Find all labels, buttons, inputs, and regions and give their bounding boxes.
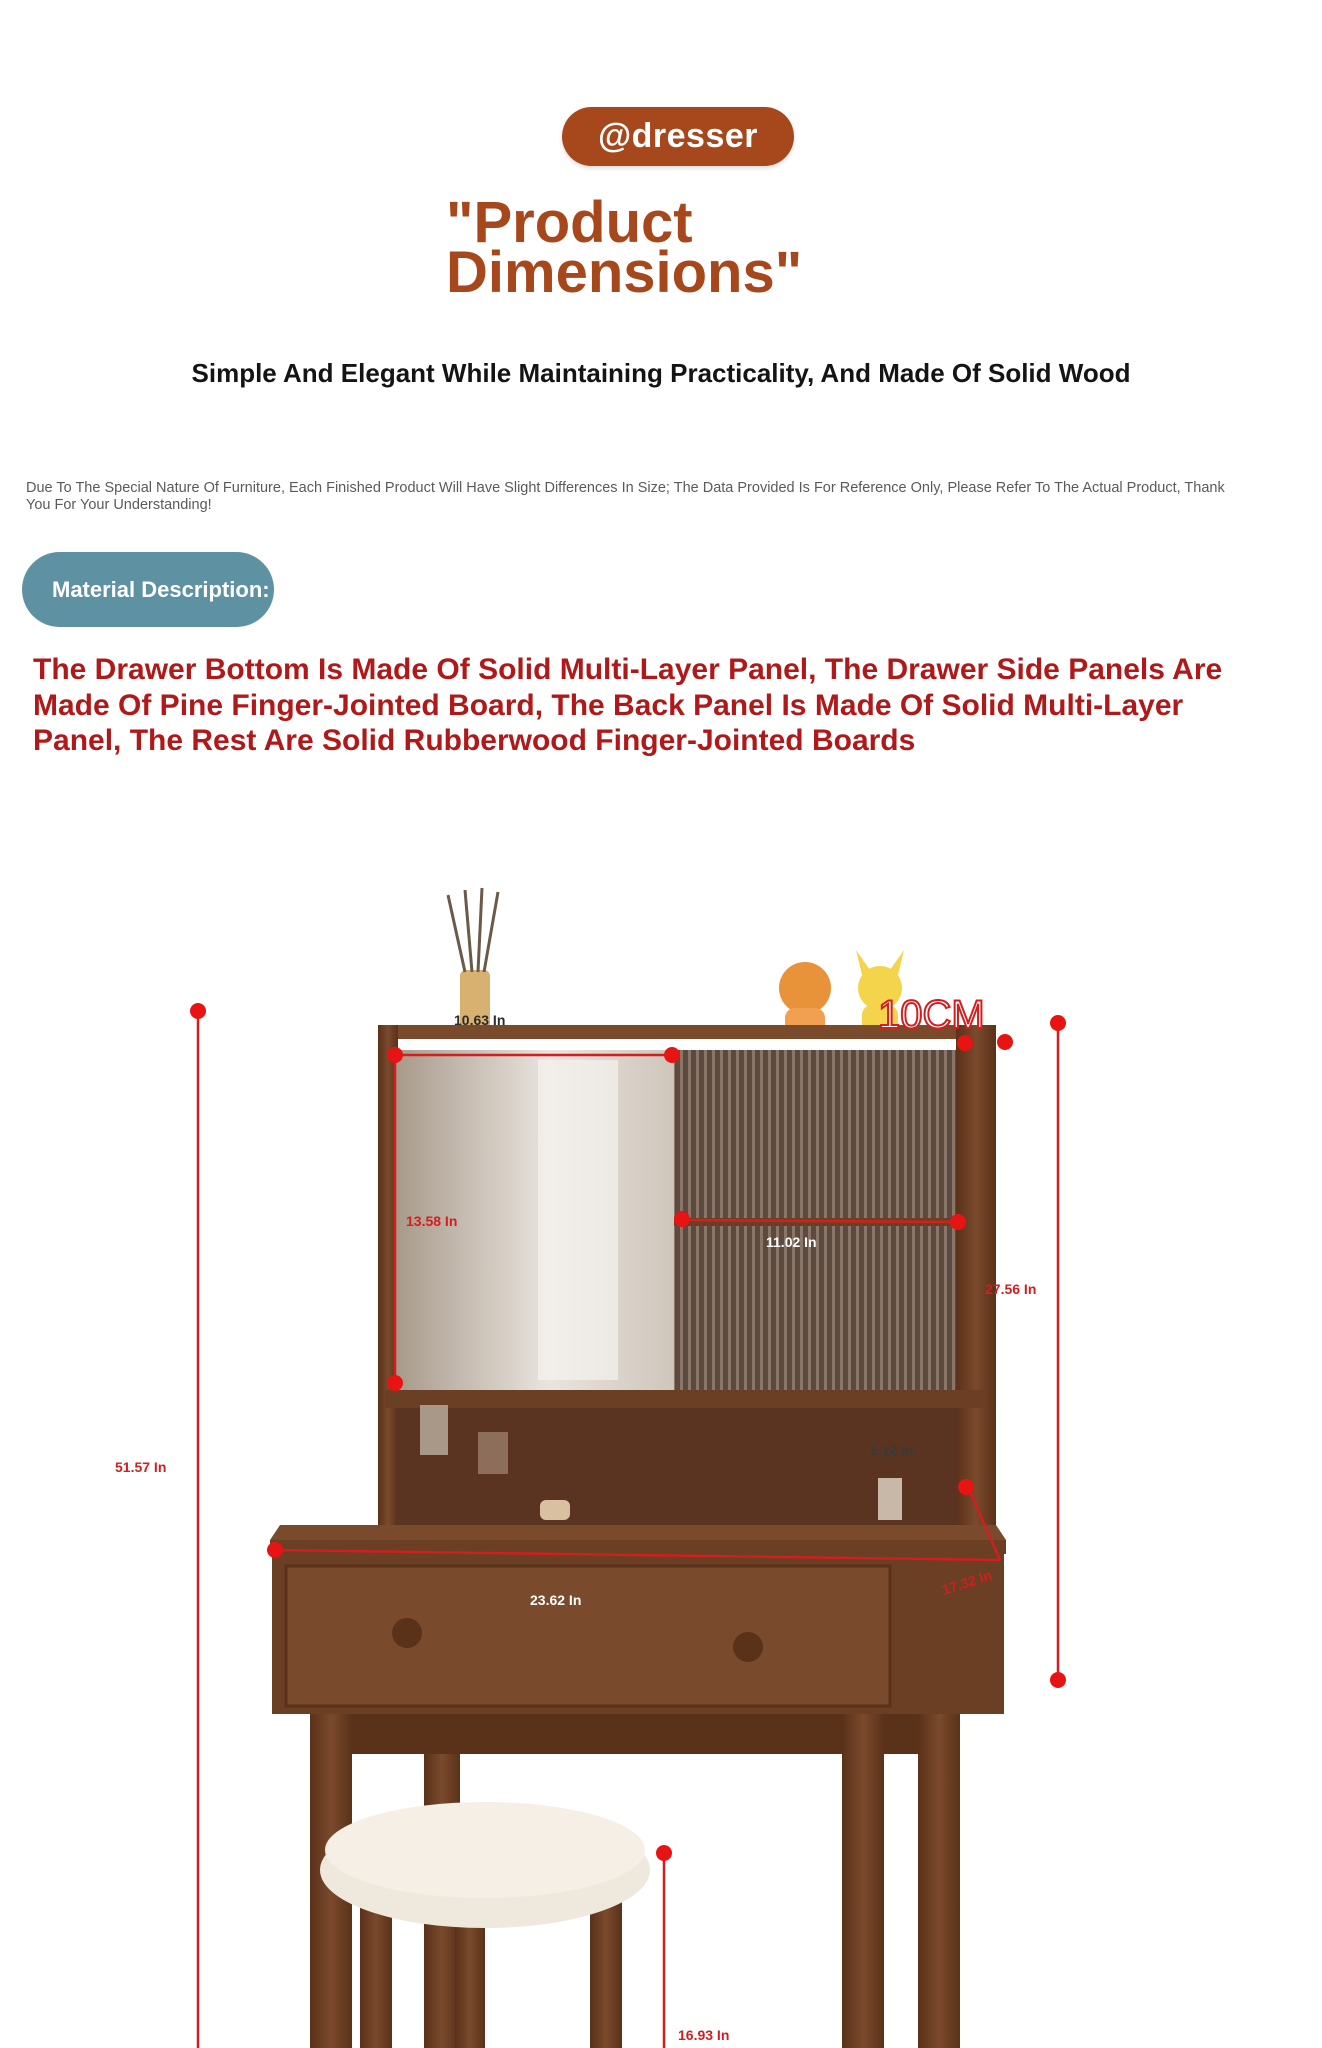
dim-total-height: 51.57 In (115, 1459, 167, 1475)
dim-table-width: 23.62 In (530, 1592, 582, 1608)
dim-mirror-width: 10.63 In (454, 1012, 506, 1028)
material-heading-badge (22, 552, 274, 627)
dim-table-depth: 17.32 In (939, 1566, 994, 1598)
material-heading: Material Description: (52, 576, 270, 602)
dim-stool-height: 16.93 In (678, 2027, 730, 2043)
hutch (378, 1025, 996, 1540)
drawer-knob (733, 1632, 763, 1662)
dim-cabinet-width: 11.02 In (766, 1234, 817, 1250)
product-dimension-diagram (0, 860, 1322, 2048)
dim-mirror-height: 13.58 In (406, 1213, 458, 1229)
brand-badge: @dresser (562, 107, 794, 166)
drawer-knob (392, 1618, 422, 1648)
stool (320, 1802, 650, 2048)
page-subtitle: Simple And Elegant While Maintaining Practicality, And Made Of Solid Wood (191, 358, 1131, 388)
drawer (286, 1566, 890, 1706)
dim-hutch-height: 27.56 In (985, 1281, 1037, 1297)
dim-top-clearance: 10CM (878, 993, 985, 1037)
page-title: "Product Dimensions" (446, 190, 803, 305)
size-disclaimer: Due To The Special Nature Of Furniture, Each Finished Product Will Have Slight Differences In Size; The Data Provided Is For Reference Only, Please Refer To The Actual Product, Thank You For Your Understanding! (26, 480, 1225, 513)
dim-shelf-height: 5.12 In (870, 1442, 914, 1458)
material-description: The Drawer Bottom Is Made Of Solid Multi-Layer Panel, The Drawer Side Panels Are Made Of Pine Finger-Jointed Board, The Back Panel Is Made Of Solid Multi-Layer Panel, The Rest Are Solid Rubberwood Finger-Jointed Boards (33, 653, 1223, 757)
